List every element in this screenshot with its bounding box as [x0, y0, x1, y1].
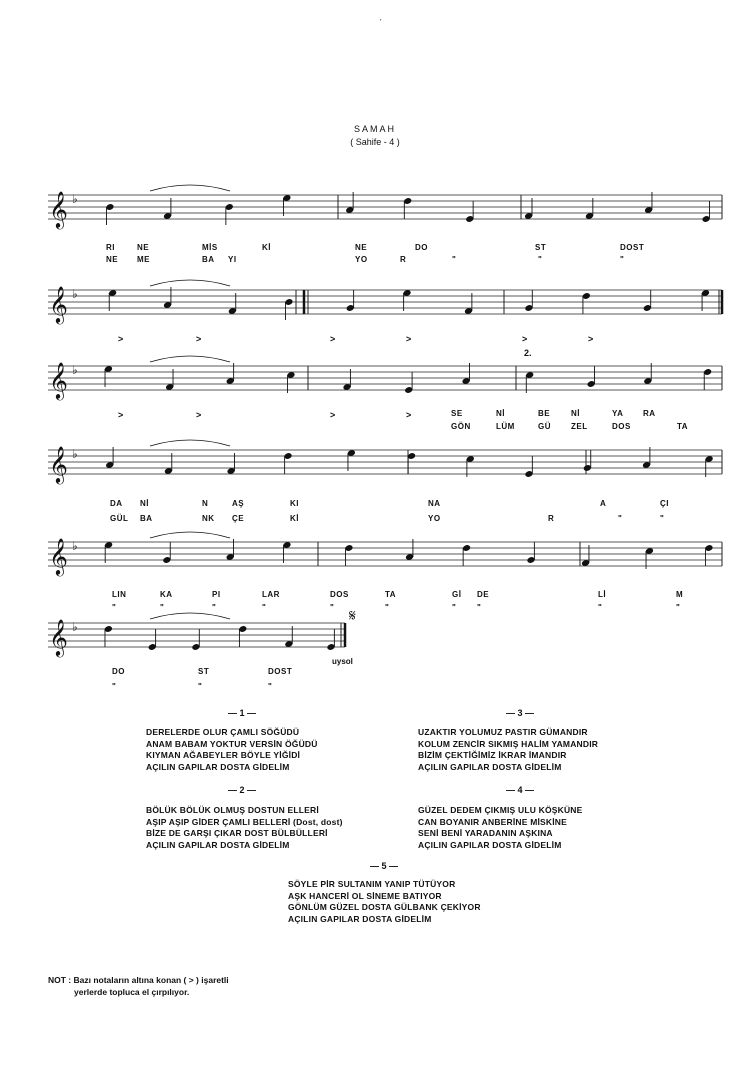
stray-mark: ˊ [379, 18, 382, 28]
accent-mark: > [118, 334, 124, 344]
lyric-syllable: NK [202, 514, 215, 523]
lyric-syllable: DO [112, 667, 125, 676]
verse-number-5: — 5 — [370, 861, 399, 871]
lyric-syllable: TA [677, 422, 689, 431]
lyric-syllable: Gİ [452, 590, 462, 599]
lyric-syllable: " [620, 255, 625, 264]
slur [150, 532, 230, 538]
verse-1 [146, 727, 318, 773]
lyric-syllable: YO [355, 255, 368, 264]
lyric-syllable: ST [535, 243, 547, 252]
verse-line: AŞIP AŞIP GİDER ÇAMLI BELLERİ (Dost, dost) [146, 816, 343, 827]
lyric-syllable: DE [477, 590, 490, 599]
lyric-syllable: BA [202, 255, 215, 264]
lyric-syllable: Kİ [290, 514, 299, 523]
flat-icon: ♭ [72, 620, 78, 634]
segno-icon: 𝄋 [349, 606, 356, 625]
treble-clef-icon: 𝄞 [49, 618, 68, 656]
lyric-syllable: N [202, 499, 209, 508]
accent-mark: > [588, 334, 594, 344]
slur [150, 613, 230, 619]
lyric-syllable: LAR [262, 590, 280, 599]
flat-icon: ♭ [72, 447, 78, 461]
lyric-syllable: YO [428, 514, 441, 523]
slur [150, 440, 230, 446]
verse-line: CAN BOYANIR ANBERİNE MİSKİNE [418, 816, 568, 827]
lyric-syllable: NA [428, 499, 441, 508]
lyric-syllable: NE [355, 243, 368, 252]
ending-label: 2. [524, 348, 532, 358]
verse-line: GÜZEL DEDEM ÇIKMIŞ ULU KÖŞKÜNE [418, 805, 583, 815]
footnote [48, 974, 229, 998]
lyric-syllable: " [330, 603, 335, 612]
lyric-syllable: Nİ [496, 409, 505, 418]
slur [150, 356, 230, 362]
treble-clef-icon: 𝄞 [49, 285, 68, 323]
lyric-syllable: SE [451, 409, 463, 418]
lyric-syllable: DOS [330, 590, 349, 599]
lyric-syllable: " [538, 255, 543, 264]
accent-mark: > [196, 410, 202, 420]
lyric-syllable: LIN [112, 590, 127, 599]
treble-clef-icon: 𝄞 [49, 445, 68, 483]
verse-5 [288, 879, 481, 925]
verse-number-1: — 1 — [228, 708, 257, 718]
lyric-syllable: R [548, 514, 555, 523]
verse-number-4: — 4 — [506, 785, 535, 795]
lyric-syllable: Nİ [140, 499, 149, 508]
lyric-syllable: ÇE [232, 514, 245, 523]
verse-number-2: — 2 — [228, 785, 257, 795]
accent-mark: > [118, 410, 124, 420]
treble-clef-icon: 𝄞 [49, 361, 68, 399]
slur [150, 185, 230, 191]
verse-line: DERELERDE OLUR ÇAMLI SÖĞÜDÜ [146, 727, 300, 737]
page-title: SAMAH [353, 124, 396, 134]
lyric-syllable: RI [106, 243, 115, 252]
lyric-syllable: " [660, 514, 665, 523]
lyric-syllable: NE [137, 243, 150, 252]
lyric-syllable: R [400, 255, 407, 264]
slur [150, 280, 230, 286]
footnote-line-2: yerlerde topluca el çırpılıyor. [74, 987, 190, 997]
lyric-syllable: MİS [202, 243, 218, 252]
page-subtitle: ( Sahife - 4 ) [350, 137, 400, 147]
lyric-syllable: " [198, 682, 203, 691]
lyric-syllable: GÜL [110, 514, 129, 523]
flat-icon: ♭ [72, 192, 78, 206]
lyric-syllable: DOST [268, 667, 293, 676]
verse-line: KOLUM ZENCİR SIKMIŞ HALİM YAMANDIR [418, 738, 599, 749]
footnote-line-1: NOT : Bazı notaların altına konan ( > ) işaretli [48, 975, 229, 985]
verse-line: BÖLÜK BÖLÜK OLMUŞ DOSTUN ELLERİ [146, 805, 319, 815]
verse-line: UZAKTIR YOLUMUZ PASTIR GÜMANDIR [418, 727, 588, 737]
lyric-syllable: LÜM [496, 422, 515, 431]
verse-line: SENİ BENİ YARADANIN AŞKINA [418, 828, 553, 838]
lyric-syllable: BE [538, 409, 551, 418]
verse-line: AÇILIN GAPILAR DOSTA GİDELİM [288, 913, 432, 924]
accent-mark: > [330, 410, 336, 420]
lyric-syllable: DOST [620, 243, 645, 252]
lyric-syllable: " [452, 255, 457, 264]
lyric-syllable: PI [212, 590, 221, 599]
verse-line: BİZE DE GARŞI ÇIKAR DOST BÜLBÜLLERİ [146, 828, 328, 838]
lyric-syllable: A [600, 499, 607, 508]
lyric-syllable: " [676, 603, 681, 612]
lyric-syllable: " [477, 603, 482, 612]
verse-line: ANAM BABAM YOKTUR VERSİN ÖĞÜDÜ [146, 738, 318, 749]
verse-number-3: — 3 — [506, 708, 535, 718]
lyric-syllable: " [385, 603, 390, 612]
lyric-syllable: " [160, 603, 165, 612]
verse-line: AÇILIN GAPILAR DOSTA GİDELİM [418, 839, 562, 850]
uysol-label: uysol [332, 657, 353, 666]
lyric-syllable: M [676, 590, 684, 599]
lyric-syllable: " [598, 603, 603, 612]
lyric-syllable: DO [415, 243, 428, 252]
verse-line: AŞK HANCERİ OL SİNEME BATIYOR [288, 890, 442, 901]
treble-clef-icon: 𝄞 [49, 190, 68, 228]
lyric-syllable: YI [228, 255, 237, 264]
lyric-syllable: ME [137, 255, 150, 264]
verse-3 [418, 727, 598, 773]
verse-line: AÇILIN GAPILAR DOSTA GİDELİM [418, 761, 562, 772]
verse-4 [418, 805, 583, 851]
lyric-syllable: " [618, 514, 623, 523]
verse-line: AÇILIN GAPILAR DOSTA GİDELİM [146, 839, 290, 850]
lyric-syllable: " [262, 603, 267, 612]
lyric-syllable: " [112, 603, 117, 612]
lyric-syllable: GÜ [538, 422, 551, 431]
lyric-syllable: " [268, 682, 273, 691]
verse-2 [146, 805, 343, 851]
lyric-syllable: Nİ [571, 409, 580, 418]
lyric-syllable: ÇI [660, 499, 669, 508]
lyric-syllable: NE [106, 255, 119, 264]
lyric-syllable: Lİ [598, 590, 607, 599]
flat-icon: ♭ [72, 363, 78, 377]
lyric-syllable: DA [110, 499, 123, 508]
lyric-syllable: TA [385, 590, 397, 599]
accent-mark: > [330, 334, 336, 344]
verse-line: GÖNLÜM GÜZEL DOSTA GÜLBANK ÇEKİYOR [288, 902, 481, 912]
lyric-syllable: YA [612, 409, 624, 418]
verse-line: KIYMAN AĞABEYLER BÖYLE YİĞİDİ [146, 750, 301, 760]
flat-icon: ♭ [72, 539, 78, 553]
verse-line: BİZİM ÇEKTİĞİMİZ İKRAR İMANDIR [418, 750, 567, 760]
treble-clef-icon: 𝄞 [49, 537, 68, 575]
lyric-syllable: " [212, 603, 217, 612]
lyric-syllable: GÖN [451, 422, 471, 431]
lyric-syllable: Kİ [262, 243, 271, 252]
verse-line: SÖYLE PİR SULTANIM YANIP TÜTÜYOR [288, 879, 456, 889]
lyric-syllable: ST [198, 667, 210, 676]
accent-mark: > [522, 334, 528, 344]
flat-icon: ♭ [72, 287, 78, 301]
lyric-syllable: BA [140, 514, 153, 523]
accent-mark: > [406, 410, 412, 420]
lyric-syllable: " [112, 682, 117, 691]
accent-mark: > [406, 334, 412, 344]
lyric-syllable: DOS [612, 422, 631, 431]
lyric-syllable: KI [290, 499, 299, 508]
lyric-syllable: KA [160, 590, 173, 599]
lyric-syllable: " [452, 603, 457, 612]
verse-line: AÇILIN GAPILAR DOSTA GİDELİM [146, 761, 290, 772]
lyric-syllable: ZEL [571, 422, 588, 431]
lyric-syllable: AŞ [232, 499, 245, 508]
accent-mark: > [196, 334, 202, 344]
lyric-syllable: RA [643, 409, 656, 418]
